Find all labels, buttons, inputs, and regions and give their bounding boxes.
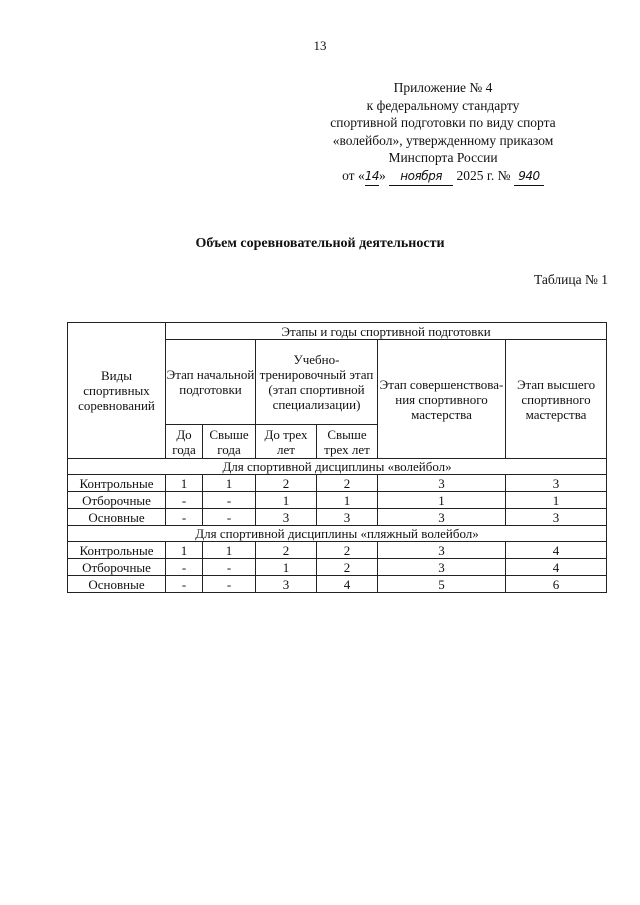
table-cell: 3: [378, 509, 506, 526]
header-stages-group: Этапы и годы спортивной подготовки: [166, 323, 607, 340]
table-cell: 1: [166, 542, 203, 559]
table-cell: 3: [506, 509, 607, 526]
table-cell: 2: [317, 475, 378, 492]
table-row: [68, 475, 607, 492]
date-prefix: от «: [342, 167, 365, 183]
subheader-initial-2: Свыше года: [203, 425, 256, 459]
table-row: [68, 559, 607, 576]
table-cell: -: [166, 576, 203, 593]
header-training-stage: Учебно-тренировочный этап (этап спортивной специализации): [256, 340, 378, 425]
table-cell: 2: [256, 542, 317, 559]
header-initial-stage: Этап начальной подготовки: [166, 340, 256, 425]
table-cell: 2: [317, 559, 378, 576]
table-row: [68, 576, 607, 593]
table-cell: 3: [378, 542, 506, 559]
table-cell: -: [203, 559, 256, 576]
table-cell: -: [203, 509, 256, 526]
table-cell: 3: [506, 475, 607, 492]
document-title: Объем соревновательной деятельности: [195, 236, 445, 251]
date-year: 2025 г. №: [456, 167, 511, 183]
table-label: Таблица № 1: [534, 272, 608, 287]
subheader-training-1: До трех лет: [256, 425, 317, 459]
appendix-line-3: спортивной подготовки по виду спорта: [330, 115, 556, 130]
table-cell: 2: [256, 475, 317, 492]
table-cell: 3: [378, 475, 506, 492]
handwritten-month: ноября: [389, 168, 453, 187]
appendix-line-5: Минспорта России: [388, 150, 498, 165]
table-row: [68, 492, 607, 509]
competition-volume-table: [67, 322, 607, 593]
table-cell: -: [166, 509, 203, 526]
handwritten-order-number: 940: [514, 168, 544, 187]
table-cell: 3: [256, 576, 317, 593]
row-label: Контрольные: [68, 542, 166, 559]
table-cell: 5: [378, 576, 506, 593]
table-cell: 1: [317, 492, 378, 509]
header-higher-stage: Этап высшего спортивного мастерства: [506, 340, 607, 459]
section-title-beach-volleyball: Для спортивной дисциплины «пляжный волейбол»: [68, 526, 607, 542]
table-cell: 1: [256, 559, 317, 576]
table-cell: 4: [506, 542, 607, 559]
table-cell: -: [203, 492, 256, 509]
table-cell: -: [166, 559, 203, 576]
appendix-line-1: Приложение № 4: [393, 80, 493, 95]
order-date-line: [278, 167, 608, 187]
handwritten-day: 14: [365, 168, 379, 187]
table-cell: 6: [506, 576, 607, 593]
table-cell: 3: [256, 509, 317, 526]
table-cell: 1: [203, 475, 256, 492]
table-cell: 3: [378, 559, 506, 576]
header-competition-types: Виды спортивных соревнований: [68, 323, 166, 459]
subheader-training-2: Свыше трех лет: [317, 425, 378, 459]
subheader-initial-1: До года: [166, 425, 203, 459]
row-label: Контрольные: [68, 475, 166, 492]
table-cell: -: [203, 576, 256, 593]
row-label: Основные: [68, 576, 166, 593]
appendix-line-4: «волейбол», утвержденному приказом: [332, 132, 554, 148]
table-cell: 1: [256, 492, 317, 509]
table-cell: 1: [203, 542, 256, 559]
appendix-line-2: к федеральному стандарту: [366, 97, 520, 113]
appendix-header: [278, 79, 608, 186]
table-cell: 3: [317, 509, 378, 526]
table-cell: -: [166, 492, 203, 509]
table-cell: 1: [506, 492, 607, 509]
table-cell: 1: [166, 475, 203, 492]
table-cell: 1: [378, 492, 506, 509]
page-number: 13: [313, 38, 327, 53]
date-mid: »: [378, 167, 386, 183]
table-cell: 2: [317, 542, 378, 559]
row-label: Отборочные: [68, 559, 166, 576]
table-row: [68, 542, 607, 559]
table-cell: 4: [317, 576, 378, 593]
header-improvement-stage: Этап совершенствова-ния спортивного мастерства: [378, 340, 506, 459]
section-title-volleyball: Для спортивной дисциплины «волейбол»: [68, 459, 607, 475]
table-cell: 4: [506, 559, 607, 576]
table-row: [68, 509, 607, 526]
row-label: Отборочные: [68, 492, 166, 509]
row-label: Основные: [68, 509, 166, 526]
